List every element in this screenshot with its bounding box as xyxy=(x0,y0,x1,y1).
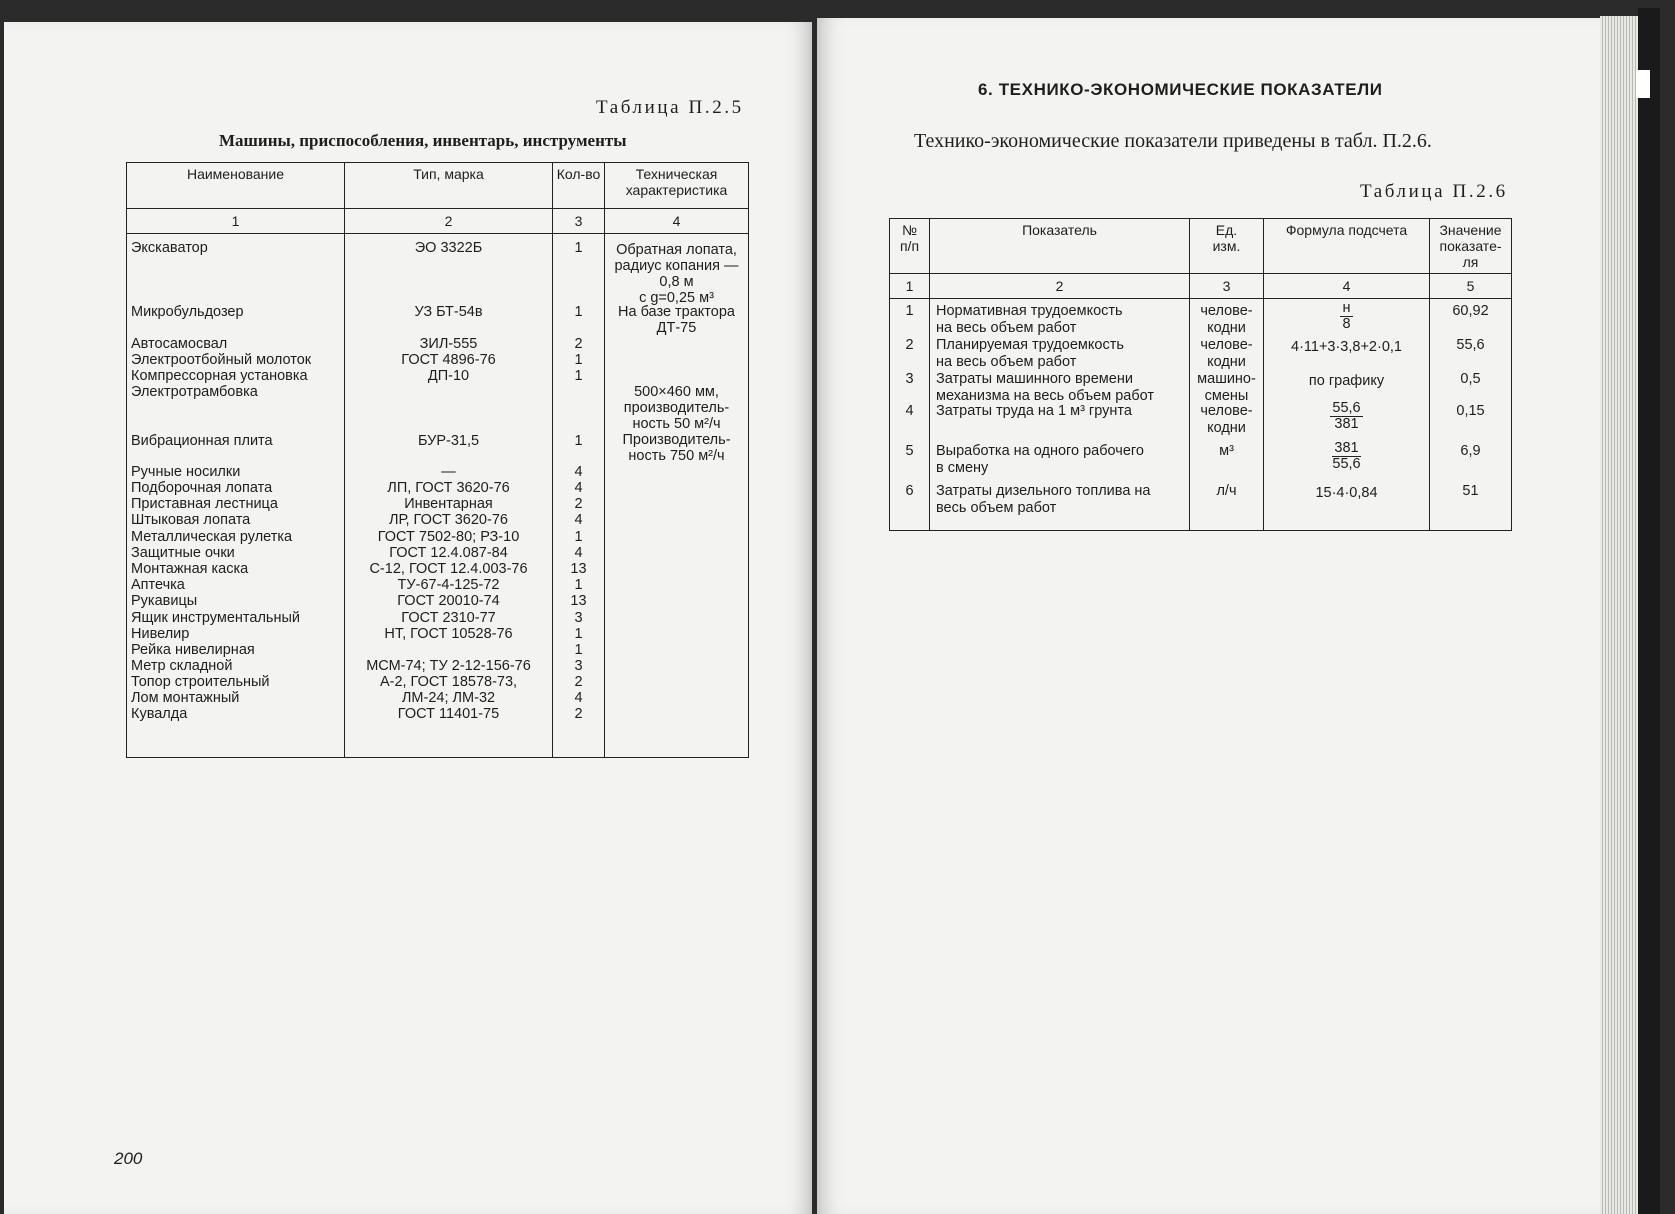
equipment-qty: 4 xyxy=(574,480,583,496)
page-number: 200 xyxy=(114,1149,143,1168)
indicator-value: 0,5 xyxy=(1460,371,1481,387)
equipment-type: — xyxy=(441,464,456,480)
fraction-denominator: 8 xyxy=(1342,316,1351,332)
fraction-numerator: н xyxy=(1342,300,1351,316)
header-text: Ед. изм. xyxy=(1212,222,1241,254)
unit: кодни xyxy=(1207,354,1246,370)
equipment-type: ГОСТ 4896-76 xyxy=(401,352,496,368)
equipment-qty: 1 xyxy=(574,642,583,658)
header-no xyxy=(890,219,930,274)
header-value xyxy=(1430,219,1512,274)
indicator-value: 6,9 xyxy=(1460,443,1481,459)
header-formula: Формула подсчета xyxy=(1264,219,1430,274)
equipment-name: Приставная лестница xyxy=(131,496,278,512)
indicators-table xyxy=(889,218,1512,531)
unit: челове- xyxy=(1200,337,1253,353)
equipment-name: Монтажная каска xyxy=(131,561,249,577)
equipment-type: ДП-10 xyxy=(427,368,470,384)
unit: челове- xyxy=(1200,403,1253,419)
equipment-qty: 2 xyxy=(574,336,583,352)
header-qty: Кол-во xyxy=(553,163,605,209)
equipment-name: Ручные носилки xyxy=(131,464,241,480)
equipment-qty: 4 xyxy=(574,545,583,561)
equipment-type: МСМ-74; ТУ 2-12-156-76 xyxy=(366,658,531,674)
row-number: 1 xyxy=(905,303,914,319)
header-text: Значение показате-ля xyxy=(1439,222,1502,270)
equipment-qty: 4 xyxy=(574,690,583,706)
indicator-name: Затраты труда на 1 м³ грунта xyxy=(936,403,1132,419)
formula: по графику xyxy=(1308,373,1385,389)
formula-column xyxy=(1264,299,1430,531)
indicator-value: 51 xyxy=(1462,483,1479,499)
intro-paragraph: Технико-экономические показатели приведены в табл. П.2.6. xyxy=(914,130,1432,152)
header-number: 4 xyxy=(605,209,749,234)
indicator-name: на весь объем работ xyxy=(936,354,1077,370)
equipment-qty: 1 xyxy=(574,577,583,593)
equipment-name: Рукавицы xyxy=(131,593,198,609)
equipment-qty: 13 xyxy=(570,561,587,577)
equipment-qty: 3 xyxy=(574,610,583,626)
value-column xyxy=(1430,299,1512,531)
spec-line: ДТ-75 xyxy=(656,320,697,336)
spec-line: На базе трактора xyxy=(618,304,735,320)
indicator-value: 55,6 xyxy=(1456,337,1485,353)
equipment-type: ГОСТ 2310-77 xyxy=(401,610,496,626)
equipment-qty: 2 xyxy=(574,496,583,512)
equipment-type: НТ, ГОСТ 10528-76 xyxy=(384,626,513,642)
indicator-name: на весь объем работ xyxy=(936,320,1077,336)
equipment-name: Микробульдозер xyxy=(131,304,244,320)
unit: л/ч xyxy=(1216,483,1237,499)
equipment-qty: 3 xyxy=(574,658,583,674)
header-name: Наименование xyxy=(127,163,345,209)
spec-line: Производитель- xyxy=(622,432,731,448)
unit: челове- xyxy=(1200,303,1253,319)
equipment-name: Электротрамбовка xyxy=(131,384,258,400)
spec-line: Обратная лопата, xyxy=(616,242,737,258)
table-caption-p26: Таблица П.2.6 xyxy=(1360,181,1508,202)
equipment-name: Метр складной xyxy=(131,658,233,674)
header-type: Тип, марка xyxy=(345,163,553,209)
equipment-name: Аптечка xyxy=(131,577,185,593)
indicator-name: Затраты дизельного топлива на xyxy=(936,483,1151,499)
header-number: 2 xyxy=(345,209,553,234)
spec-line: 0,8 м xyxy=(659,274,694,290)
equipment-type: ГОСТ 12.4.087-84 xyxy=(389,545,508,561)
equipment-name: Электроотбойный молоток xyxy=(131,352,312,368)
row-number: 4 xyxy=(905,403,914,419)
equipment-type: ГОСТ 11401-75 xyxy=(397,706,500,722)
unit: м³ xyxy=(1219,443,1234,459)
spec-line: производитель- xyxy=(623,400,730,416)
equipment-qty: 4 xyxy=(574,464,583,480)
equipment-name: Металлическая рулетка xyxy=(131,529,293,545)
formula-fraction xyxy=(1264,301,1429,332)
indicator-column xyxy=(930,299,1190,531)
formula: 4·11+3·3,8+2·0,1 xyxy=(1291,339,1402,355)
indicator-name: Нормативная трудоемкость xyxy=(936,303,1123,319)
equipment-qty: 1 xyxy=(574,304,583,320)
equipment-type: А-2, ГОСТ 18578-73, xyxy=(379,674,518,690)
spec-column xyxy=(605,234,749,758)
equipment-qty: 2 xyxy=(574,674,583,690)
equipment-qty: 1 xyxy=(574,529,583,545)
equipment-qty: 1 xyxy=(574,352,583,368)
fraction-numerator: 55,6 xyxy=(1332,400,1361,416)
equipment-type: ЛР, ГОСТ 3620-76 xyxy=(389,512,508,528)
formula-fraction xyxy=(1264,441,1429,472)
qty-column xyxy=(553,234,605,758)
equipment-name: Штыковая лопата xyxy=(131,512,251,528)
header-number: 4 xyxy=(1264,274,1430,299)
machines-table xyxy=(126,162,749,758)
header-text: № п/п xyxy=(899,222,920,254)
equipment-name: Вибрационная плита xyxy=(131,433,273,449)
equipment-qty: 2 xyxy=(574,706,583,722)
spec-line: 500×460 мм, xyxy=(634,384,719,400)
equipment-qty: 1 xyxy=(574,626,583,642)
indicator-value: 60,92 xyxy=(1452,303,1489,319)
no-column xyxy=(890,299,930,531)
spec-line: ность 750 м²/ч xyxy=(628,448,725,464)
fraction-numerator: 381 xyxy=(1332,441,1360,457)
page-edges xyxy=(1600,16,1638,1214)
equipment-name: Рейка нивелирная xyxy=(131,642,255,658)
equipment-qty: 4 xyxy=(574,512,583,528)
fraction-denominator: 381 xyxy=(1334,416,1359,432)
table-caption-p25: Таблица П.2.5 xyxy=(596,97,744,118)
indicator-value: 0,15 xyxy=(1456,403,1485,419)
row-number: 5 xyxy=(905,443,914,459)
equipment-type: БУР-31,5 xyxy=(417,433,480,449)
unit: смены xyxy=(1204,388,1249,404)
left-page xyxy=(4,22,812,1214)
equipment-type: ЗИЛ-555 xyxy=(419,336,478,352)
spec-line: радиус копания — xyxy=(614,258,739,274)
equipment-name: Компрессорная установка xyxy=(131,368,308,384)
bookmark-tab xyxy=(1636,70,1650,98)
equipment-type: ЛП, ГОСТ 3620-76 xyxy=(387,480,510,496)
header-unit xyxy=(1190,219,1264,274)
header-number: 1 xyxy=(127,209,345,234)
equipment-type: ЛМ-24; ЛМ-32 xyxy=(401,690,496,706)
formula-fraction xyxy=(1264,401,1429,432)
indicator-name: в смену xyxy=(936,460,989,476)
equipment-name: Кувалда xyxy=(131,706,188,722)
equipment-qty: 1 xyxy=(574,240,583,256)
equipment-type: ГОСТ 7502-80; РЗ-10 xyxy=(377,529,520,545)
row-number: 3 xyxy=(905,371,914,387)
indicator-name: Затраты машинного времени xyxy=(936,371,1133,387)
header-number: 2 xyxy=(930,274,1190,299)
header-number: 1 xyxy=(890,274,930,299)
equipment-name: Подборочная лопата xyxy=(131,480,273,496)
header-number: 3 xyxy=(1190,274,1264,299)
names-column xyxy=(127,234,345,758)
equipment-type: ТУ-67-4-125-72 xyxy=(397,577,500,593)
header-number: 5 xyxy=(1430,274,1512,299)
header-spec: Техническая характеристика xyxy=(605,163,749,209)
unit: машино- xyxy=(1197,371,1256,387)
indicator-name: Планируемая трудоемкость xyxy=(936,337,1124,353)
section-heading: 6. ТЕХНИКО-ЭКОНОМИЧЕСКИЕ ПОКАЗАТЕЛИ xyxy=(978,80,1383,99)
indicator-name: механизма на весь объем работ xyxy=(936,388,1155,404)
unit: кодни xyxy=(1207,320,1246,336)
equipment-qty: 1 xyxy=(574,368,583,384)
right-page xyxy=(817,18,1607,1214)
equipment-qty: 13 xyxy=(570,593,587,609)
spec-line: с g=0,25 м³ xyxy=(639,290,714,306)
table-title-p25: Машины, приспособления, инвентарь, инструменты xyxy=(219,131,627,150)
equipment-type: С-12, ГОСТ 12.4.003-76 xyxy=(369,561,528,577)
equipment-name: Топор строительный xyxy=(131,674,270,690)
equipment-name: Нивелир xyxy=(131,626,190,642)
row-number: 2 xyxy=(905,337,914,353)
book-cover-edge xyxy=(1638,8,1660,1214)
indicator-name: весь объем работ xyxy=(936,500,1057,516)
equipment-type: ЭО 3322Б xyxy=(414,240,483,256)
unit-column xyxy=(1190,299,1264,531)
equipment-name: Ящик инструментальный xyxy=(131,610,300,626)
fraction-denominator: 55,6 xyxy=(1332,456,1361,472)
equipment-type: ГОСТ 20010-74 xyxy=(397,593,500,609)
row-number: 6 xyxy=(905,483,914,499)
equipment-type: УЗ БТ-54в xyxy=(414,304,483,320)
header-number: 3 xyxy=(553,209,605,234)
spec-line: ность 50 м²/ч xyxy=(632,416,721,432)
equipment-name: Экскаватор xyxy=(131,240,208,256)
types-column xyxy=(345,234,553,758)
indicator-name: Выработка на одного рабочего xyxy=(936,443,1144,459)
equipment-type: Инвентарная xyxy=(404,496,493,512)
equipment-name: Защитные очки xyxy=(131,545,235,561)
equipment-qty: 1 xyxy=(574,433,583,449)
header-indicator: Показатель xyxy=(930,219,1190,274)
equipment-name: Лом монтажный xyxy=(131,690,240,706)
unit: кодни xyxy=(1207,420,1246,436)
equipment-name: Автосамосвал xyxy=(131,336,228,352)
formula: 15·4·0,84 xyxy=(1315,485,1378,501)
